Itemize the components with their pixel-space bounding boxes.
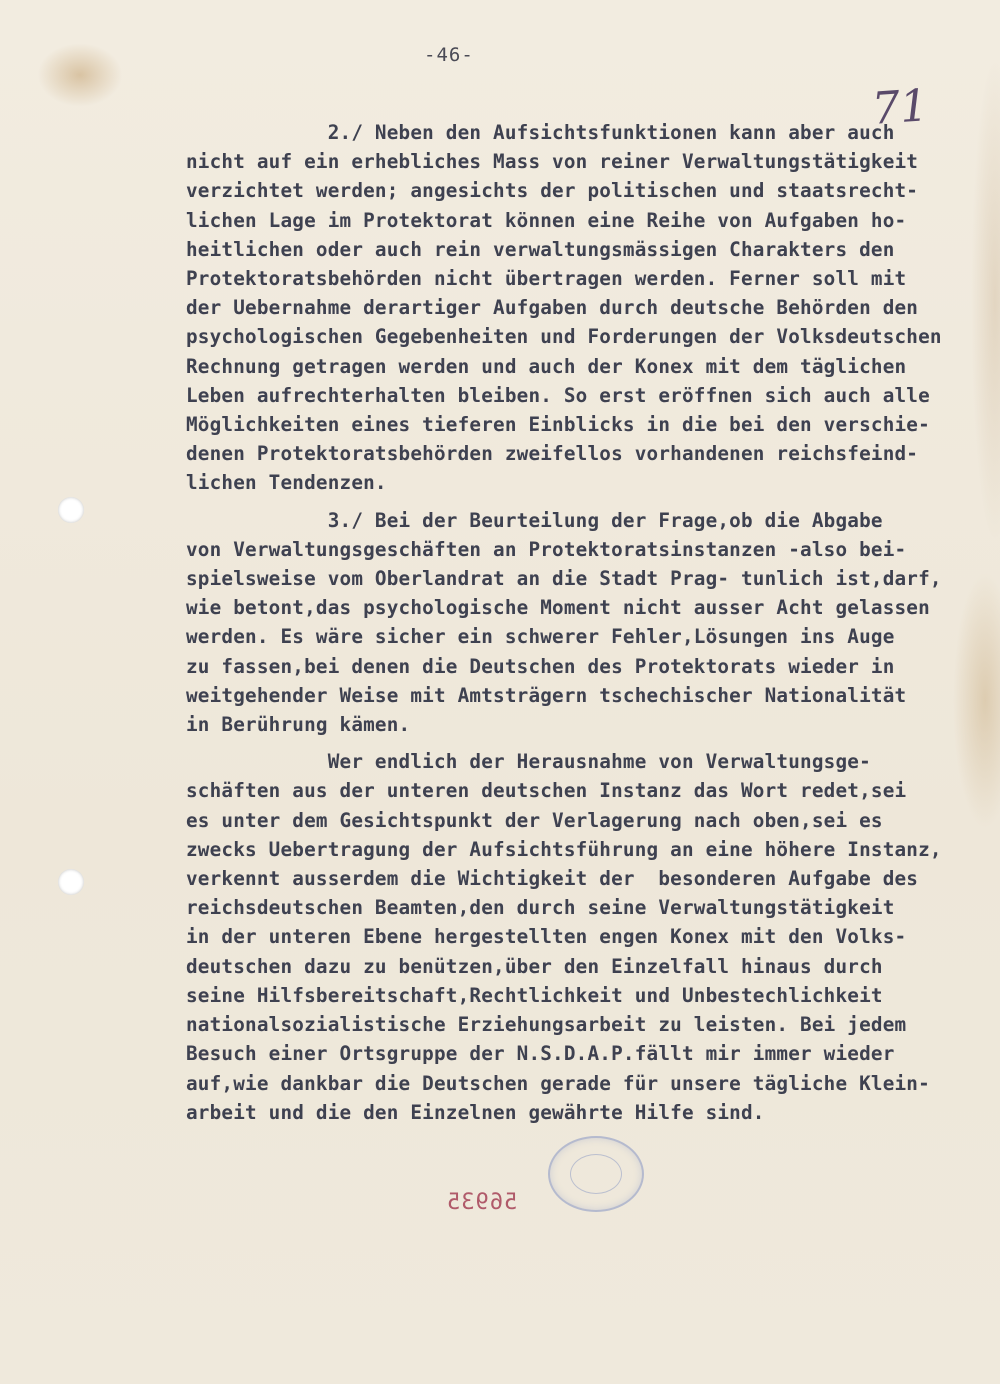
text-line: schäften aus der unteren deutschen Instanz das Wort redet,sei: [186, 779, 907, 803]
text-line: zu fassen,bei denen die Deutschen des Protektorats wieder in: [186, 654, 895, 678]
text-line: psychologischen Gegebenheiten und Forderungen der Volksdeutschen: [186, 325, 942, 349]
text-line: 3./ Bei der Beurteilung der Frage,ob die Abgabe: [186, 508, 883, 532]
text-line: nicht auf ein erhebliches Mass von reiner Verwaltungstätigkeit: [186, 150, 919, 174]
text-line: wie betont,das psychologische Moment nicht ausser Acht gelassen: [186, 596, 930, 620]
text-line: der Uebernahme derartiger Aufgaben durch deutsche Behörden den: [186, 296, 919, 320]
text-line: Besuch einer Ortsgruppe der N.S.D.A.P.fällt mir immer wieder: [186, 1042, 895, 1066]
text-line: nationalsozialistische Erziehungsarbeit zu leisten. Bei jedem: [186, 1013, 907, 1037]
text-line: weitgehender Weise mit Amtsträgern tschechischer Nationalität: [186, 683, 907, 707]
handwritten-folio-number: 71: [870, 80, 930, 135]
text-line: 2./ Neben den Aufsichtsfunktionen kann aber auch: [186, 121, 895, 144]
text-line: Protektoratsbehörden nicht übertragen werden. Ferner soll mit: [186, 267, 907, 291]
text-line: reichsdeutschen Beamten,den durch seine Verwaltungstätigkeit: [186, 896, 895, 920]
text-line: denen Protektoratsbehörden zweifellos vorhandenen reichsfeind-: [186, 442, 919, 466]
text-line: zwecks Uebertragung der Aufsichtsführung an eine höhere Instanz,: [186, 837, 942, 861]
text-line: arbeit und die den Einzelnen gewährte Hilfe sind.: [186, 1100, 765, 1124]
archive-number-mirrored: 56935: [446, 1190, 518, 1215]
typed-body-text: [186, 118, 986, 1127]
text-line: in Berührung kämen.: [186, 713, 411, 737]
archive-stamp: [548, 1136, 644, 1212]
text-line: werden. Es wäre sicher ein schwerer Fehler,Lösungen ins Auge: [186, 625, 895, 649]
punch-hole-bottom: [58, 869, 84, 895]
text-line: seine Hilfsbereitschaft,Rechtlichkeit und Unbestechlichkeit: [186, 983, 883, 1007]
text-line: verkennt ausserdem die Wichtigkeit der besonderen Aufgabe des: [186, 867, 919, 891]
text-line: Wer endlich der Herausnahme von Verwaltungsge-: [186, 750, 871, 774]
text-line: es unter dem Gesichtspunkt der Verlagerung nach oben,sei es: [186, 808, 883, 832]
text-line: heitlichen oder auch rein verwaltungsmässigen Charakters den: [186, 237, 895, 261]
text-line: auf,wie dankbar die Deutschen gerade für unsere tägliche Klein-: [186, 1071, 930, 1095]
text-line: deutschen dazu zu benützen,über den Einzelfall hinaus durch: [186, 954, 883, 978]
text-line: lichen Lage im Protektorat können eine Reihe von Aufgaben ho-: [186, 208, 907, 232]
text-line: von Verwaltungsgeschäften an Protektoratsinstanzen -also bei-: [186, 537, 907, 561]
text-line: lichen Tendenzen.: [186, 471, 387, 495]
text-line: Möglichkeiten eines tieferen Einblicks in die bei den verschie-: [186, 413, 930, 437]
text-line: Rechnung getragen werden und auch der Konex mit dem täglichen: [186, 354, 907, 378]
text-line: Leben aufrechterhalten bleiben. So erst eröffnen sich auch alle: [186, 383, 930, 407]
archive-stamp-inner-ring: [570, 1154, 622, 1194]
punch-hole-top: [58, 497, 84, 523]
page-number: -46-: [424, 44, 474, 66]
text-line: in der unteren Ebene hergestellten engen Konex mit den Volks-: [186, 925, 907, 949]
text-line: spielsweise vom Oberlandrat an die Stadt Prag- tunlich ist,darf,: [186, 567, 942, 591]
text-line: verzichtet werden; angesichts der politischen und staatsrecht-: [186, 179, 919, 203]
